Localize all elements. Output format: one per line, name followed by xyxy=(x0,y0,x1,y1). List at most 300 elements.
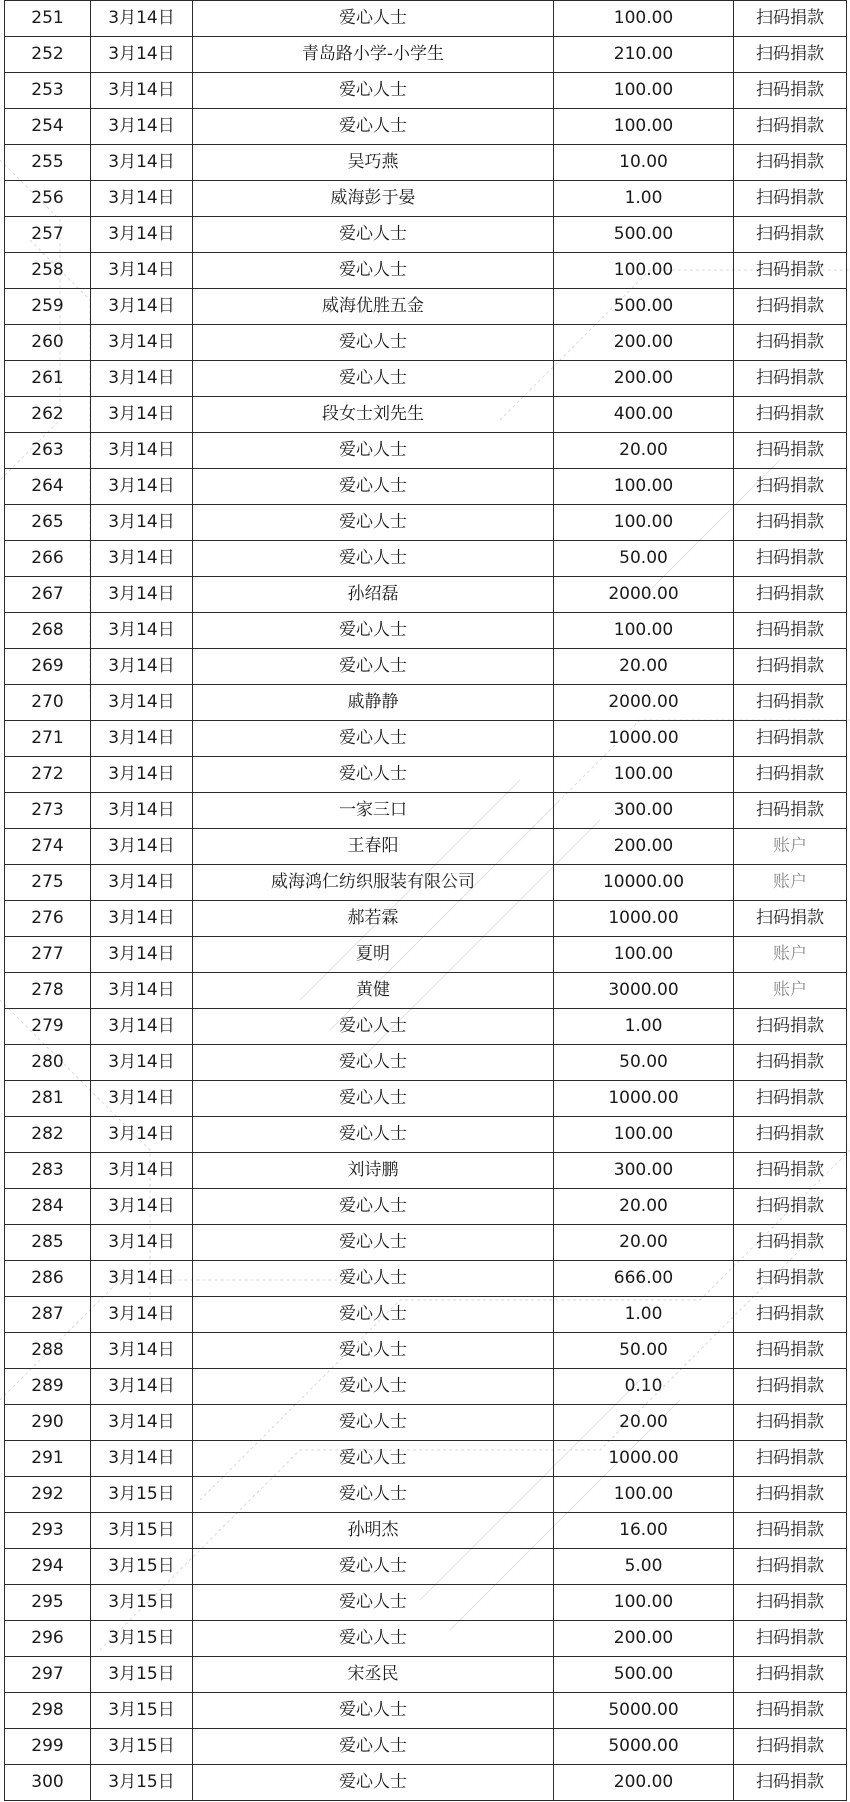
payment-method-cell: 扫码捐款 xyxy=(734,1045,847,1081)
donor-name-cell: 爱心人士 xyxy=(193,757,554,793)
payment-method-cell: 扫码捐款 xyxy=(734,73,847,109)
row-number-cell: 287 xyxy=(5,1297,91,1333)
row-number-cell: 256 xyxy=(5,181,91,217)
date-cell: 3月15日 xyxy=(91,1585,193,1621)
row-number-cell: 264 xyxy=(5,469,91,505)
payment-method-cell: 扫码捐款 xyxy=(734,109,847,145)
table-row xyxy=(5,577,847,613)
payment-method-cell: 扫码捐款 xyxy=(734,361,847,397)
amount-cell: 200.00 xyxy=(554,325,734,361)
table-row xyxy=(5,325,847,361)
payment-method-cell: 扫码捐款 xyxy=(734,1297,847,1333)
amount-cell: 200.00 xyxy=(554,1765,734,1801)
table-row xyxy=(5,1729,847,1765)
payment-method-cell: 扫码捐款 xyxy=(734,1225,847,1261)
date-cell: 3月14日 xyxy=(91,1081,193,1117)
row-number-cell: 257 xyxy=(5,217,91,253)
date-cell: 3月14日 xyxy=(91,1333,193,1369)
row-number-cell: 258 xyxy=(5,253,91,289)
payment-method-cell: 扫码捐款 xyxy=(734,325,847,361)
table-row xyxy=(5,397,847,433)
date-cell: 3月14日 xyxy=(91,865,193,901)
date-cell: 3月14日 xyxy=(91,577,193,613)
row-number-cell: 252 xyxy=(5,37,91,73)
payment-method-cell: 账户 xyxy=(734,829,847,865)
amount-cell: 20.00 xyxy=(554,433,734,469)
date-cell: 3月14日 xyxy=(91,217,193,253)
date-cell: 3月14日 xyxy=(91,1009,193,1045)
table-row xyxy=(5,937,847,973)
amount-cell: 200.00 xyxy=(554,1621,734,1657)
table-row xyxy=(5,1693,847,1729)
date-cell: 3月14日 xyxy=(91,361,193,397)
date-cell: 3月15日 xyxy=(91,1513,193,1549)
date-cell: 3月14日 xyxy=(91,73,193,109)
row-number-cell: 263 xyxy=(5,433,91,469)
row-number-cell: 294 xyxy=(5,1549,91,1585)
donor-name-cell: 孙明杰 xyxy=(193,1513,554,1549)
amount-cell: 100.00 xyxy=(554,1117,734,1153)
donor-name-cell: 爱心人士 xyxy=(193,1765,554,1801)
table-row xyxy=(5,1045,847,1081)
date-cell: 3月14日 xyxy=(91,649,193,685)
amount-cell: 16.00 xyxy=(554,1513,734,1549)
payment-method-cell: 扫码捐款 xyxy=(734,1549,847,1585)
donor-name-cell: 黄健 xyxy=(193,973,554,1009)
table-row xyxy=(5,73,847,109)
row-number-cell: 261 xyxy=(5,361,91,397)
date-cell: 3月14日 xyxy=(91,1225,193,1261)
table-row xyxy=(5,289,847,325)
date-cell: 3月14日 xyxy=(91,145,193,181)
donor-name-cell: 爱心人士 xyxy=(193,1,554,37)
donor-name-cell: 爱心人士 xyxy=(193,1117,554,1153)
row-number-cell: 265 xyxy=(5,505,91,541)
date-cell: 3月15日 xyxy=(91,1477,193,1513)
row-number-cell: 289 xyxy=(5,1369,91,1405)
date-cell: 3月14日 xyxy=(91,469,193,505)
date-cell: 3月14日 xyxy=(91,937,193,973)
date-cell: 3月14日 xyxy=(91,1153,193,1189)
date-cell: 3月14日 xyxy=(91,757,193,793)
amount-cell: 100.00 xyxy=(554,109,734,145)
table-row xyxy=(5,793,847,829)
date-cell: 3月14日 xyxy=(91,613,193,649)
donor-name-cell: 爱心人士 xyxy=(193,1549,554,1585)
amount-cell: 1000.00 xyxy=(554,901,734,937)
table-row xyxy=(5,613,847,649)
payment-method-cell: 扫码捐款 xyxy=(734,793,847,829)
amount-cell: 5000.00 xyxy=(554,1729,734,1765)
table-row xyxy=(5,829,847,865)
row-number-cell: 283 xyxy=(5,1153,91,1189)
payment-method-cell: 扫码捐款 xyxy=(734,721,847,757)
payment-method-cell: 扫码捐款 xyxy=(734,1333,847,1369)
date-cell: 3月14日 xyxy=(91,1117,193,1153)
table-row xyxy=(5,505,847,541)
amount-cell: 20.00 xyxy=(554,1405,734,1441)
row-number-cell: 277 xyxy=(5,937,91,973)
date-cell: 3月14日 xyxy=(91,1405,193,1441)
donor-name-cell: 王春阳 xyxy=(193,829,554,865)
donor-name-cell: 爱心人士 xyxy=(193,361,554,397)
table-row xyxy=(5,1549,847,1585)
donor-name-cell: 爱心人士 xyxy=(193,1261,554,1297)
table-row xyxy=(5,1405,847,1441)
donor-name-cell: 爱心人士 xyxy=(193,217,554,253)
amount-cell: 100.00 xyxy=(554,469,734,505)
row-number-cell: 251 xyxy=(5,1,91,37)
payment-method-cell: 扫码捐款 xyxy=(734,181,847,217)
donor-name-cell: 爱心人士 xyxy=(193,1477,554,1513)
payment-method-cell: 扫码捐款 xyxy=(734,1585,847,1621)
table-row xyxy=(5,1513,847,1549)
date-cell: 3月15日 xyxy=(91,1729,193,1765)
table-row xyxy=(5,901,847,937)
donor-name-cell: 刘诗鹏 xyxy=(193,1153,554,1189)
table-row xyxy=(5,973,847,1009)
payment-method-cell: 扫码捐款 xyxy=(734,541,847,577)
payment-method-cell: 扫码捐款 xyxy=(734,145,847,181)
donor-name-cell: 爱心人士 xyxy=(193,1369,554,1405)
table-row xyxy=(5,1261,847,1297)
donor-name-cell: 爱心人士 xyxy=(193,433,554,469)
table-row xyxy=(5,1189,847,1225)
table-row xyxy=(5,109,847,145)
payment-method-cell: 扫码捐款 xyxy=(734,469,847,505)
donor-name-cell: 爱心人士 xyxy=(193,1189,554,1225)
amount-cell: 50.00 xyxy=(554,1333,734,1369)
donor-name-cell: 爱心人士 xyxy=(193,325,554,361)
table-row xyxy=(5,361,847,397)
table-row xyxy=(5,253,847,289)
amount-cell: 20.00 xyxy=(554,1189,734,1225)
date-cell: 3月14日 xyxy=(91,37,193,73)
row-number-cell: 274 xyxy=(5,829,91,865)
amount-cell: 5000.00 xyxy=(554,1693,734,1729)
amount-cell: 100.00 xyxy=(554,505,734,541)
row-number-cell: 259 xyxy=(5,289,91,325)
row-number-cell: 270 xyxy=(5,685,91,721)
donor-name-cell: 爱心人士 xyxy=(193,1621,554,1657)
date-cell: 3月14日 xyxy=(91,1297,193,1333)
row-number-cell: 255 xyxy=(5,145,91,181)
payment-method-cell: 账户 xyxy=(734,973,847,1009)
donor-name-cell: 爱心人士 xyxy=(193,541,554,577)
table-row xyxy=(5,37,847,73)
donor-name-cell: 爱心人士 xyxy=(193,1045,554,1081)
table-row xyxy=(5,541,847,577)
payment-method-cell: 扫码捐款 xyxy=(734,1693,847,1729)
payment-method-cell: 扫码捐款 xyxy=(734,253,847,289)
amount-cell: 1000.00 xyxy=(554,721,734,757)
row-number-cell: 262 xyxy=(5,397,91,433)
amount-cell: 2000.00 xyxy=(554,577,734,613)
row-number-cell: 298 xyxy=(5,1693,91,1729)
payment-method-cell: 扫码捐款 xyxy=(734,757,847,793)
date-cell: 3月14日 xyxy=(91,325,193,361)
row-number-cell: 268 xyxy=(5,613,91,649)
payment-method-cell: 扫码捐款 xyxy=(734,37,847,73)
payment-method-cell: 扫码捐款 xyxy=(734,1189,847,1225)
row-number-cell: 291 xyxy=(5,1441,91,1477)
donor-name-cell: 爱心人士 xyxy=(193,505,554,541)
donor-name-cell: 爱心人士 xyxy=(193,469,554,505)
payment-method-cell: 扫码捐款 xyxy=(734,649,847,685)
payment-method-cell: 扫码捐款 xyxy=(734,397,847,433)
amount-cell: 500.00 xyxy=(554,289,734,325)
table-row xyxy=(5,1441,847,1477)
date-cell: 3月15日 xyxy=(91,1657,193,1693)
amount-cell: 3000.00 xyxy=(554,973,734,1009)
table-row xyxy=(5,433,847,469)
payment-method-cell: 扫码捐款 xyxy=(734,289,847,325)
donor-name-cell: 爱心人士 xyxy=(193,1297,554,1333)
table-row xyxy=(5,1585,847,1621)
row-number-cell: 295 xyxy=(5,1585,91,1621)
row-number-cell: 273 xyxy=(5,793,91,829)
amount-cell: 500.00 xyxy=(554,1657,734,1693)
donor-name-cell: 爱心人士 xyxy=(193,1585,554,1621)
table-row xyxy=(5,217,847,253)
amount-cell: 400.00 xyxy=(554,397,734,433)
amount-cell: 666.00 xyxy=(554,1261,734,1297)
table-row xyxy=(5,1621,847,1657)
table-row xyxy=(5,145,847,181)
date-cell: 3月15日 xyxy=(91,1621,193,1657)
donor-name-cell: 威海鸿仁纺织服装有限公司 xyxy=(193,865,554,901)
amount-cell: 1.00 xyxy=(554,181,734,217)
date-cell: 3月14日 xyxy=(91,1045,193,1081)
donor-name-cell: 爱心人士 xyxy=(193,73,554,109)
payment-method-cell: 扫码捐款 xyxy=(734,1657,847,1693)
row-number-cell: 286 xyxy=(5,1261,91,1297)
date-cell: 3月15日 xyxy=(91,1765,193,1801)
row-number-cell: 260 xyxy=(5,325,91,361)
payment-method-cell: 账户 xyxy=(734,937,847,973)
row-number-cell: 271 xyxy=(5,721,91,757)
payment-method-cell: 扫码捐款 xyxy=(734,217,847,253)
amount-cell: 10.00 xyxy=(554,145,734,181)
table-row xyxy=(5,1369,847,1405)
amount-cell: 50.00 xyxy=(554,1045,734,1081)
row-number-cell: 253 xyxy=(5,73,91,109)
payment-method-cell: 扫码捐款 xyxy=(734,1261,847,1297)
amount-cell: 100.00 xyxy=(554,1477,734,1513)
payment-method-cell: 扫码捐款 xyxy=(734,1009,847,1045)
date-cell: 3月14日 xyxy=(91,1441,193,1477)
date-cell: 3月14日 xyxy=(91,685,193,721)
donation-table-body xyxy=(5,1,847,1801)
amount-cell: 100.00 xyxy=(554,757,734,793)
amount-cell: 500.00 xyxy=(554,217,734,253)
payment-method-cell: 扫码捐款 xyxy=(734,1117,847,1153)
date-cell: 3月15日 xyxy=(91,1693,193,1729)
amount-cell: 300.00 xyxy=(554,793,734,829)
donor-name-cell: 爱心人士 xyxy=(193,649,554,685)
payment-method-cell: 扫码捐款 xyxy=(734,685,847,721)
payment-method-cell: 扫码捐款 xyxy=(734,613,847,649)
donor-name-cell: 爱心人士 xyxy=(193,1729,554,1765)
donor-name-cell: 爱心人士 xyxy=(193,109,554,145)
donor-name-cell: 爱心人士 xyxy=(193,1009,554,1045)
payment-method-cell: 扫码捐款 xyxy=(734,1,847,37)
payment-method-cell: 扫码捐款 xyxy=(734,1369,847,1405)
donor-name-cell: 威海彭于晏 xyxy=(193,181,554,217)
amount-cell: 100.00 xyxy=(554,937,734,973)
table-row xyxy=(5,685,847,721)
donor-name-cell: 爱心人士 xyxy=(193,1441,554,1477)
amount-cell: 1000.00 xyxy=(554,1081,734,1117)
amount-cell: 300.00 xyxy=(554,1153,734,1189)
table-row xyxy=(5,1297,847,1333)
payment-method-cell: 扫码捐款 xyxy=(734,1729,847,1765)
donor-name-cell: 爱心人士 xyxy=(193,1405,554,1441)
date-cell: 3月14日 xyxy=(91,973,193,1009)
donor-name-cell: 郝若霖 xyxy=(193,901,554,937)
date-cell: 3月14日 xyxy=(91,289,193,325)
donor-name-cell: 吴巧燕 xyxy=(193,145,554,181)
donor-name-cell: 孙绍磊 xyxy=(193,577,554,613)
table-row xyxy=(5,1117,847,1153)
date-cell: 3月14日 xyxy=(91,253,193,289)
row-number-cell: 281 xyxy=(5,1081,91,1117)
donation-table xyxy=(4,0,847,1801)
donor-name-cell: 爱心人士 xyxy=(193,1693,554,1729)
date-cell: 3月14日 xyxy=(91,721,193,757)
amount-cell: 10000.00 xyxy=(554,865,734,901)
table-row xyxy=(5,1009,847,1045)
amount-cell: 100.00 xyxy=(554,253,734,289)
payment-method-cell: 扫码捐款 xyxy=(734,1153,847,1189)
row-number-cell: 276 xyxy=(5,901,91,937)
date-cell: 3月14日 xyxy=(91,181,193,217)
row-number-cell: 272 xyxy=(5,757,91,793)
table-row xyxy=(5,865,847,901)
amount-cell: 20.00 xyxy=(554,1225,734,1261)
row-number-cell: 285 xyxy=(5,1225,91,1261)
donor-name-cell: 爱心人士 xyxy=(193,1225,554,1261)
date-cell: 3月14日 xyxy=(91,793,193,829)
amount-cell: 50.00 xyxy=(554,541,734,577)
row-number-cell: 299 xyxy=(5,1729,91,1765)
donor-name-cell: 夏明 xyxy=(193,937,554,973)
payment-method-cell: 扫码捐款 xyxy=(734,1441,847,1477)
date-cell: 3月14日 xyxy=(91,1261,193,1297)
row-number-cell: 297 xyxy=(5,1657,91,1693)
table-row xyxy=(5,1765,847,1801)
table-row xyxy=(5,1657,847,1693)
date-cell: 3月14日 xyxy=(91,433,193,469)
donor-name-cell: 段女士刘先生 xyxy=(193,397,554,433)
payment-method-cell: 扫码捐款 xyxy=(734,1477,847,1513)
payment-method-cell: 扫码捐款 xyxy=(734,901,847,937)
row-number-cell: 284 xyxy=(5,1189,91,1225)
row-number-cell: 292 xyxy=(5,1477,91,1513)
table-row xyxy=(5,1225,847,1261)
donor-name-cell: 威海优胜五金 xyxy=(193,289,554,325)
payment-method-cell: 扫码捐款 xyxy=(734,1621,847,1657)
date-cell: 3月14日 xyxy=(91,541,193,577)
payment-method-cell: 扫码捐款 xyxy=(734,577,847,613)
amount-cell: 100.00 xyxy=(554,1,734,37)
payment-method-cell: 扫码捐款 xyxy=(734,1513,847,1549)
payment-method-cell: 扫码捐款 xyxy=(734,505,847,541)
row-number-cell: 254 xyxy=(5,109,91,145)
amount-cell: 2000.00 xyxy=(554,685,734,721)
date-cell: 3月14日 xyxy=(91,1,193,37)
table-row xyxy=(5,649,847,685)
amount-cell: 1.00 xyxy=(554,1297,734,1333)
amount-cell: 1.00 xyxy=(554,1009,734,1045)
table-row xyxy=(5,1333,847,1369)
table-row xyxy=(5,1153,847,1189)
donor-name-cell: 爱心人士 xyxy=(193,721,554,757)
amount-cell: 20.00 xyxy=(554,649,734,685)
table-row xyxy=(5,1,847,37)
date-cell: 3月15日 xyxy=(91,1549,193,1585)
table-row xyxy=(5,469,847,505)
table-row xyxy=(5,181,847,217)
date-cell: 3月14日 xyxy=(91,901,193,937)
amount-cell: 200.00 xyxy=(554,829,734,865)
amount-cell: 1000.00 xyxy=(554,1441,734,1477)
amount-cell: 100.00 xyxy=(554,73,734,109)
date-cell: 3月14日 xyxy=(91,397,193,433)
donor-name-cell: 一家三口 xyxy=(193,793,554,829)
donor-name-cell: 爱心人士 xyxy=(193,613,554,649)
row-number-cell: 293 xyxy=(5,1513,91,1549)
donor-name-cell: 爱心人士 xyxy=(193,1081,554,1117)
row-number-cell: 282 xyxy=(5,1117,91,1153)
donor-name-cell: 爱心人士 xyxy=(193,1333,554,1369)
table-row xyxy=(5,757,847,793)
row-number-cell: 266 xyxy=(5,541,91,577)
amount-cell: 5.00 xyxy=(554,1549,734,1585)
payment-method-cell: 扫码捐款 xyxy=(734,433,847,469)
donor-name-cell: 戚静静 xyxy=(193,685,554,721)
date-cell: 3月14日 xyxy=(91,829,193,865)
donor-name-cell: 宋丞民 xyxy=(193,1657,554,1693)
payment-method-cell: 账户 xyxy=(734,865,847,901)
amount-cell: 200.00 xyxy=(554,361,734,397)
amount-cell: 100.00 xyxy=(554,1585,734,1621)
date-cell: 3月14日 xyxy=(91,1189,193,1225)
row-number-cell: 280 xyxy=(5,1045,91,1081)
row-number-cell: 296 xyxy=(5,1621,91,1657)
row-number-cell: 279 xyxy=(5,1009,91,1045)
table-row xyxy=(5,721,847,757)
table-row xyxy=(5,1081,847,1117)
date-cell: 3月14日 xyxy=(91,1369,193,1405)
row-number-cell: 300 xyxy=(5,1765,91,1801)
date-cell: 3月14日 xyxy=(91,109,193,145)
row-number-cell: 269 xyxy=(5,649,91,685)
payment-method-cell: 扫码捐款 xyxy=(734,1765,847,1801)
amount-cell: 0.10 xyxy=(554,1369,734,1405)
row-number-cell: 275 xyxy=(5,865,91,901)
row-number-cell: 290 xyxy=(5,1405,91,1441)
donor-name-cell: 爱心人士 xyxy=(193,253,554,289)
row-number-cell: 288 xyxy=(5,1333,91,1369)
row-number-cell: 278 xyxy=(5,973,91,1009)
donor-name-cell: 青岛路小学-小学生 xyxy=(193,37,554,73)
amount-cell: 100.00 xyxy=(554,613,734,649)
date-cell: 3月14日 xyxy=(91,505,193,541)
table-row xyxy=(5,1477,847,1513)
payment-method-cell: 扫码捐款 xyxy=(734,1405,847,1441)
payment-method-cell: 扫码捐款 xyxy=(734,1081,847,1117)
